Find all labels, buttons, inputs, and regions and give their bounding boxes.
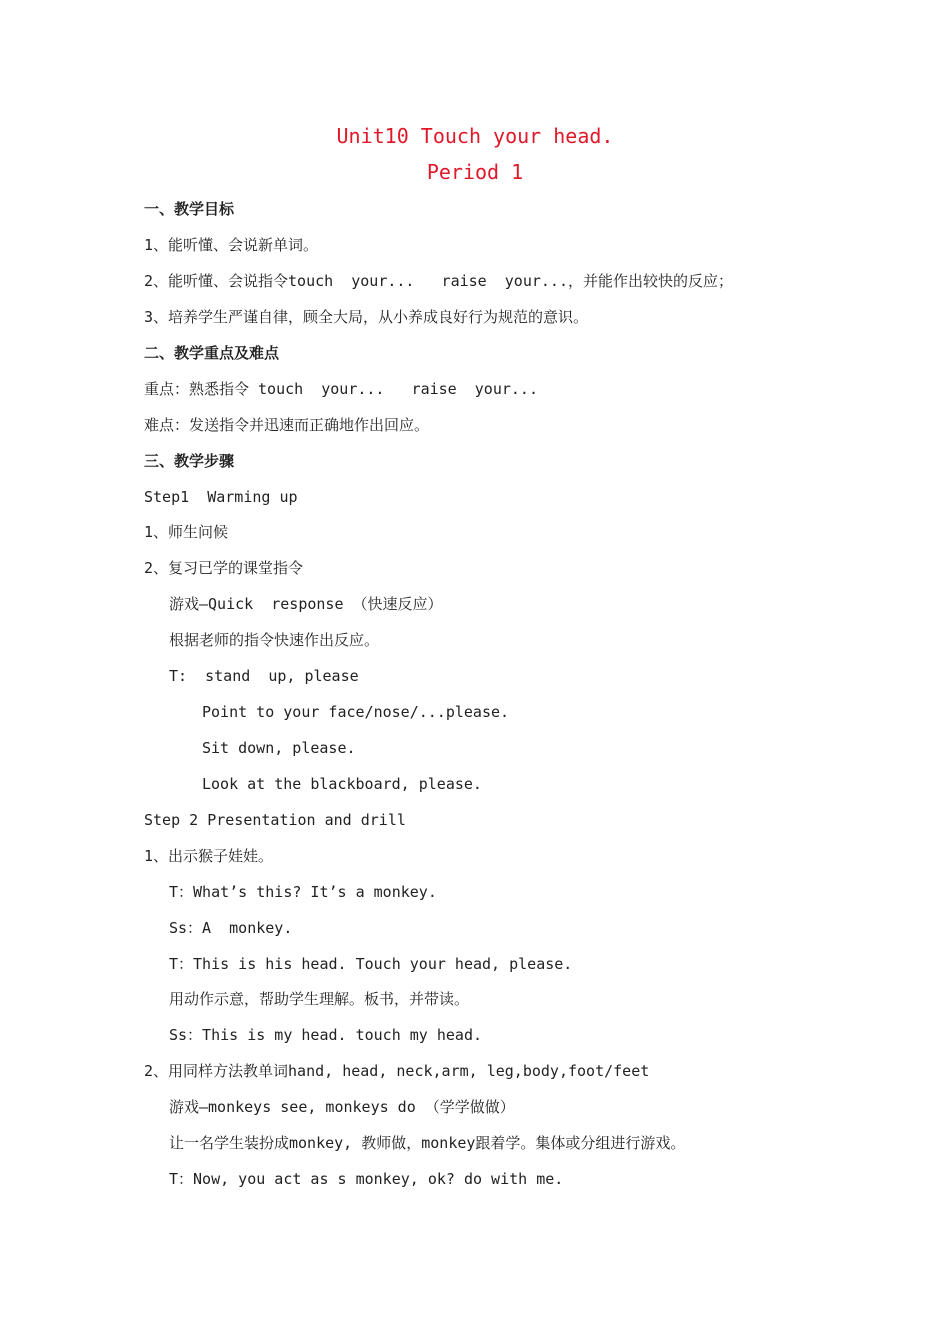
step-item: 1、师生问候	[144, 523, 229, 541]
step-item: 2、复习已学的课堂指令	[144, 559, 304, 577]
game-line: 游戏—Quick response （快速反应）	[169, 595, 443, 613]
dialogue-line: Ss：This is my head. touch my head.	[169, 1026, 483, 1044]
dialogue-line: Look at the blackboard, please.	[202, 775, 482, 793]
dialogue-line: Ss：A monkey.	[169, 919, 293, 937]
step-heading: Step1 Warming up	[144, 488, 298, 506]
dialogue-line: Sit down, please.	[202, 739, 356, 757]
dialogue-line: T：This is his head. Touch your head, please.	[169, 955, 573, 973]
section-heading-steps: 三、教学步骤	[144, 452, 235, 470]
instruction-line: 让一名学生装扮成monkey, 教师做，monkey跟着学。集体或分组进行游戏。	[169, 1134, 686, 1152]
key-point-line: 重点：熟悉指令 touch your... raise your...	[144, 380, 538, 398]
goal-item: 3、培养学生严谨自律，顾全大局，从小养成良好行为规范的意识。	[144, 308, 589, 326]
dialogue-line: T：Now, you act as s monkey, ok? do with me.	[169, 1170, 564, 1188]
instruction-line: 用动作示意，帮助学生理解。板书，并带读。	[169, 990, 470, 1008]
step-item: 1、出示猴子娃娃。	[144, 847, 274, 865]
dialogue-line: Point to your face/nose/...please.	[202, 703, 510, 721]
difficulty-line: 难点：发送指令并迅速而正确地作出回应。	[144, 416, 430, 434]
step-item: 2、用同样方法教单词hand, head, neck,arm, leg,body,foot/feet	[144, 1062, 650, 1080]
section-heading-goals: 一、教学目标	[144, 200, 235, 218]
goal-item: 2、能听懂、会说指令touch your... raise your...，并能作出较快的反应；	[144, 272, 733, 290]
document-title: Unit10 Touch your head.	[336, 124, 614, 148]
step-heading: Step 2 Presentation and drill	[144, 811, 406, 829]
section-heading-key-points: 二、教学重点及难点	[144, 344, 280, 362]
dialogue-line: T: stand up, please	[169, 667, 359, 685]
goal-item: 1、能听懂、会说新单词。	[144, 236, 319, 254]
document-subtitle: Period 1	[426, 160, 524, 184]
instruction-line: 根据老师的指令快速作出反应。	[169, 631, 380, 649]
dialogue-line: T：What’s this? It’s a monkey.	[169, 883, 437, 901]
game-line: 游戏—monkeys see, monkeys do （学学做做）	[169, 1098, 515, 1116]
